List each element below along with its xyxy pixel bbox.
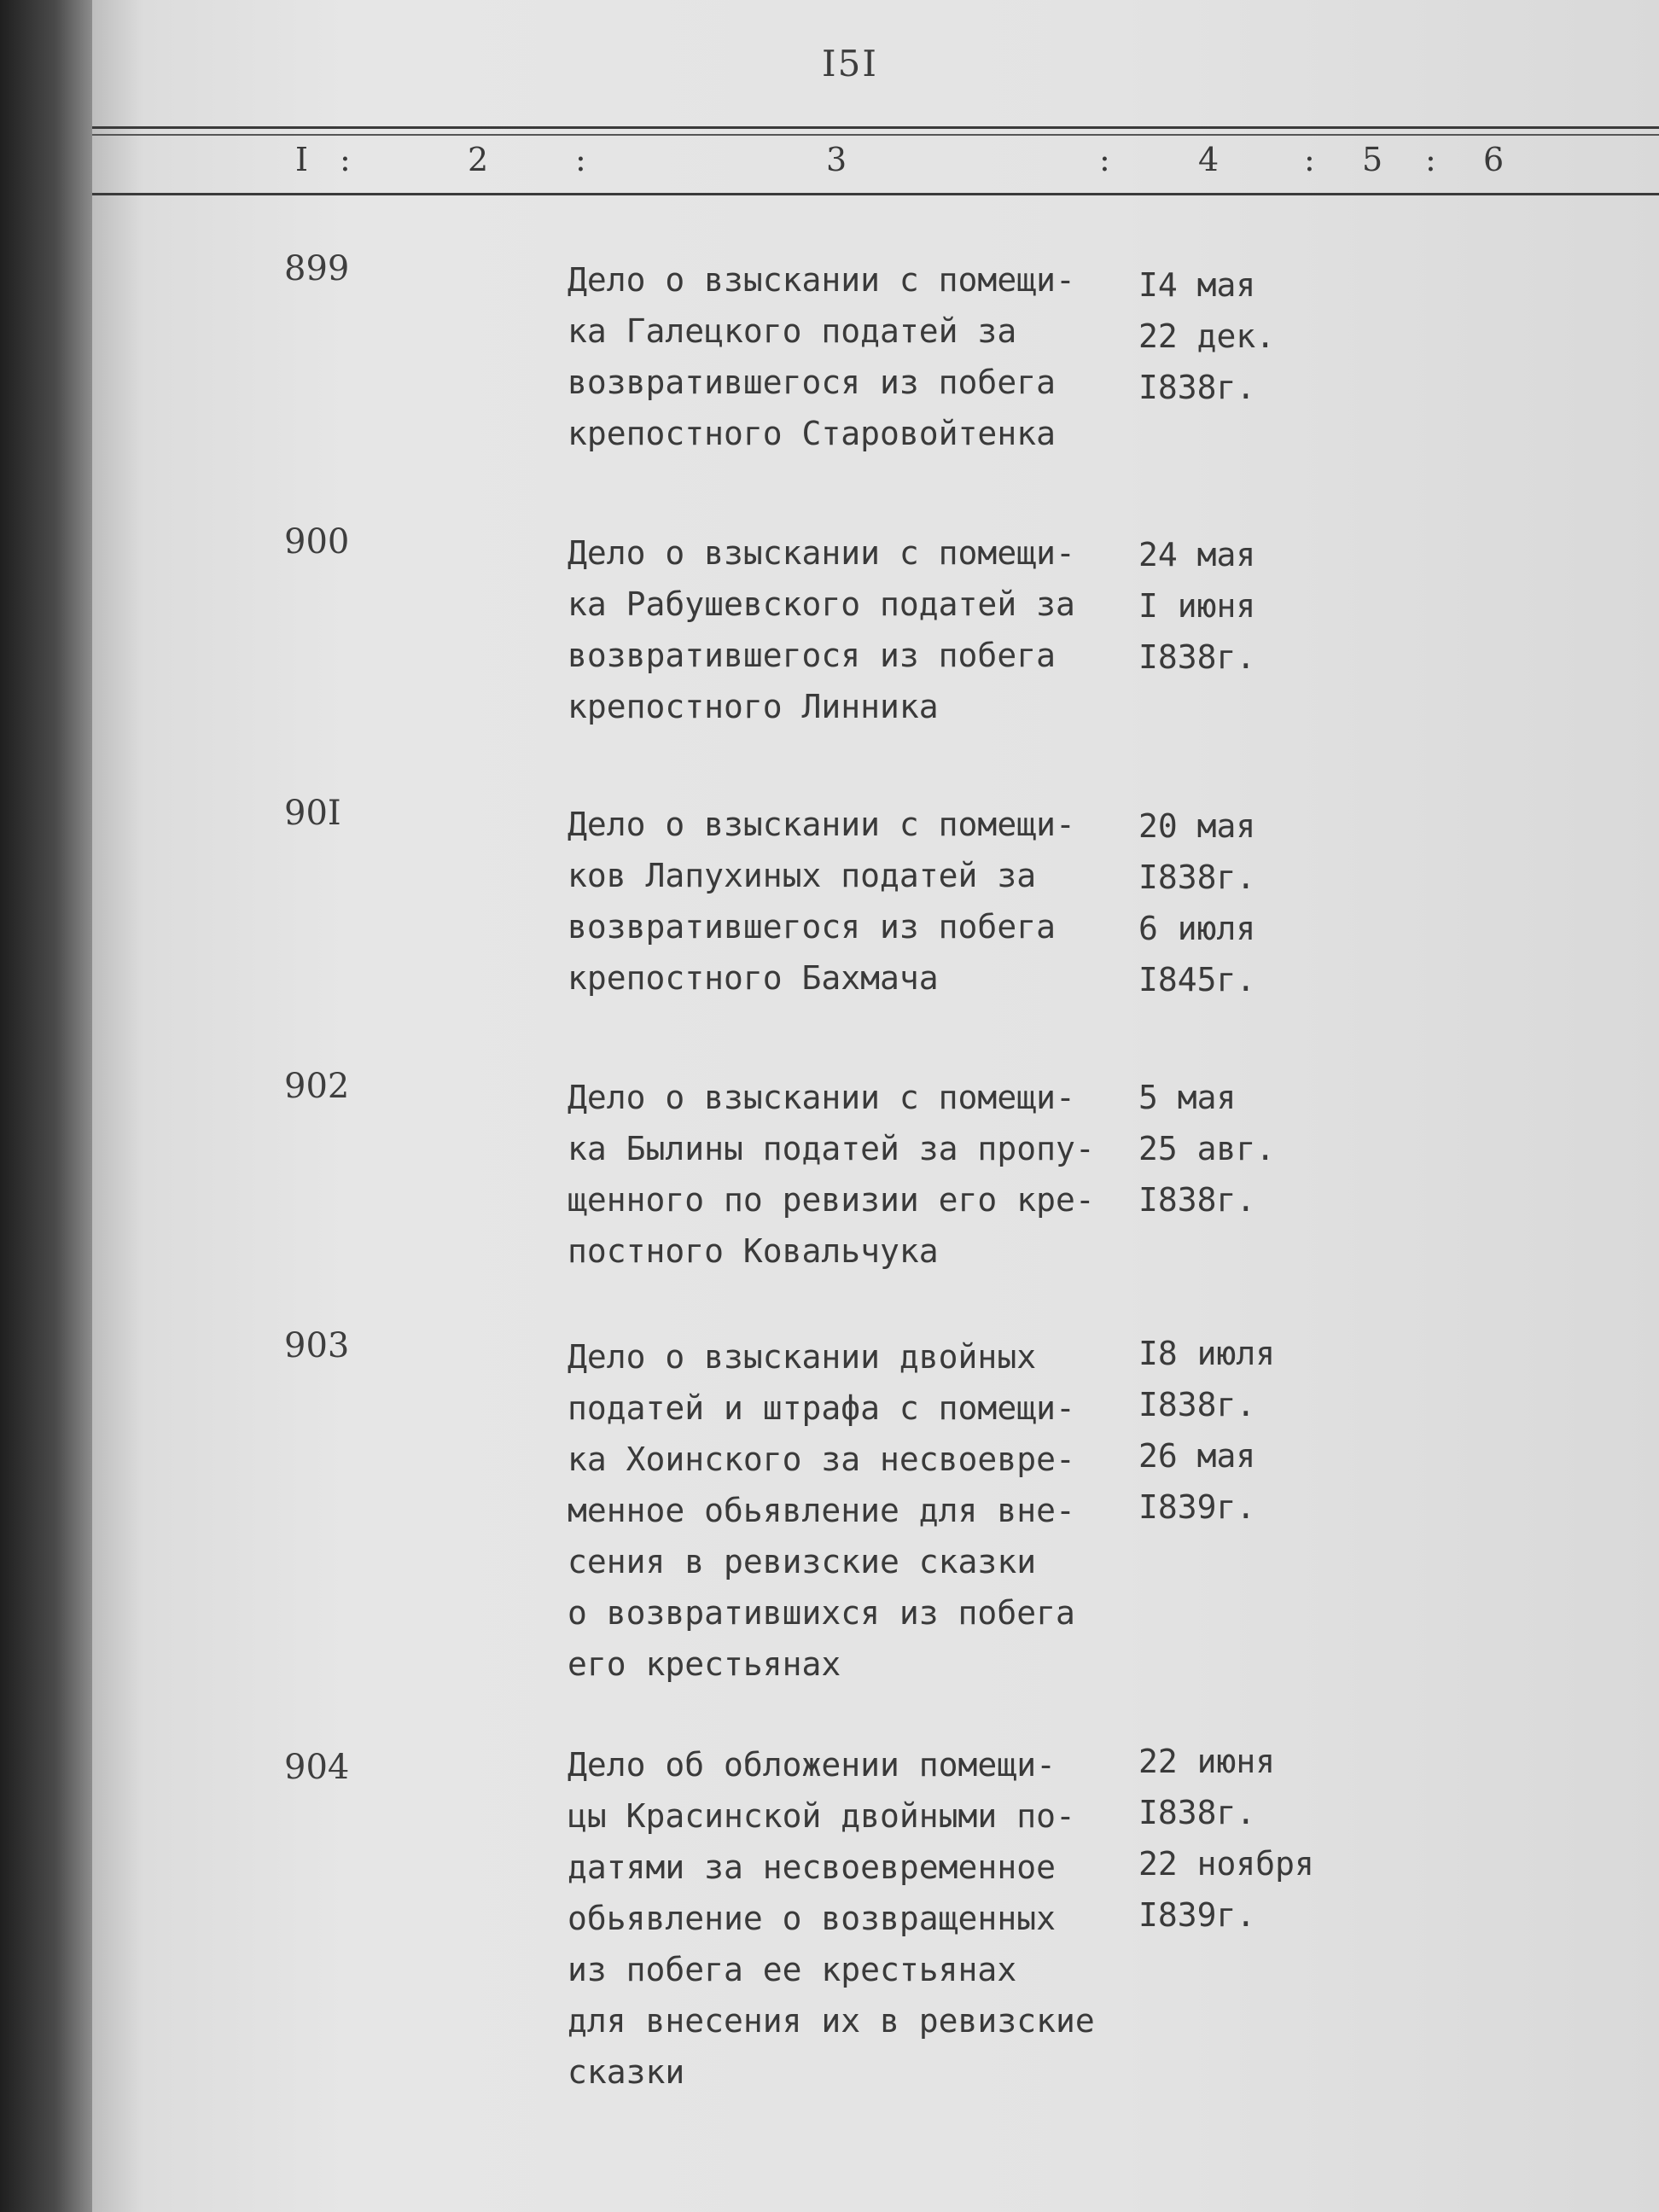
date-line: I июня	[1138, 587, 1256, 625]
description-line: Дело о взыскании с помещи-	[568, 806, 1075, 843]
description-line: датями за несвоевременное	[568, 1848, 1056, 1886]
description-line: ков Лапухиных податей за	[568, 857, 1037, 894]
description-line: ка Рабушевского податей за	[568, 585, 1075, 623]
column-header-separator: :	[340, 141, 351, 178]
column-header-4: 4	[1198, 141, 1220, 178]
description-line: его крестьянах	[568, 1645, 841, 1683]
date-line: I838г.	[1138, 638, 1256, 676]
description-line: крепостного Старовойтенка	[568, 415, 1056, 452]
description-line: податей и штрафа с помещи-	[568, 1389, 1075, 1427]
entry-dates	[1138, 259, 1360, 413]
date-line: 26 мая	[1138, 1437, 1256, 1475]
entry-dates	[1138, 1328, 1360, 1533]
date-line: 22 июня	[1138, 1743, 1276, 1780]
entry-dates	[1138, 1736, 1360, 1941]
column-header-1: I	[295, 141, 309, 178]
table-header-top-rule-double	[92, 134, 1659, 136]
description-line: возвратившегося из побега	[568, 637, 1056, 674]
page-number: I5I	[822, 43, 878, 84]
description-line: постного Ковальчука	[568, 1232, 939, 1270]
description-line: о возвратившихся из побега	[568, 1594, 1075, 1632]
description-line: менное обьявление для вне-	[568, 1492, 1075, 1529]
date-line: 24 мая	[1138, 536, 1256, 573]
date-line: I845г.	[1138, 961, 1256, 998]
description-line: для внесения их в ревизские	[568, 2002, 1095, 2040]
date-line: 25 авг.	[1138, 1130, 1276, 1167]
description-line: щенного по ревизии его кре-	[568, 1181, 1095, 1219]
description-line: Дело о взыскании двойных	[568, 1338, 1037, 1376]
description-line: сения в ревизские сказки	[568, 1543, 1037, 1580]
description-line: Дело о взыскании с помещи-	[568, 534, 1075, 572]
date-line: 5 мая	[1138, 1079, 1237, 1116]
entry-dates	[1138, 529, 1360, 683]
entry-dates	[1138, 800, 1360, 1005]
date-line: 22 ноября	[1138, 1845, 1314, 1883]
description-line: возвратившегося из побега	[568, 908, 1056, 946]
description-line: ка Хоинского за несвоевре-	[568, 1441, 1075, 1478]
entry-number: 903	[284, 1326, 350, 1365]
date-line: 6 июля	[1138, 910, 1256, 947]
description-line: крепостного Линника	[568, 688, 939, 725]
description-line: цы Красинской двойными по-	[568, 1797, 1075, 1835]
description-line: ка Галецкого податей за	[568, 312, 1017, 350]
entry-number: 90I	[284, 794, 341, 833]
description-line: Дело об обложении помещи-	[568, 1746, 1056, 1784]
entry-number: 899	[284, 249, 350, 288]
column-header-2: 2	[468, 141, 489, 178]
entry-number: 902	[284, 1067, 350, 1106]
column-header-separator: :	[1099, 141, 1110, 178]
date-line: 22 дек.	[1138, 317, 1276, 355]
table-header-top-rule	[92, 126, 1659, 129]
description-line: ка Былины податей за пропу-	[568, 1130, 1095, 1167]
book-gutter-shadow	[0, 0, 101, 2212]
description-line: Дело о взыскании с помещи-	[568, 261, 1075, 299]
date-line: I838г.	[1138, 859, 1256, 896]
date-line: I839г.	[1138, 1896, 1256, 1934]
column-header-separator: :	[1425, 141, 1436, 178]
column-header-separator: :	[1304, 141, 1315, 178]
description-line: обьявление о возвращенных	[568, 1900, 1056, 1937]
document-page	[92, 0, 1659, 2212]
description-line: возвратившегося из побега	[568, 364, 1056, 401]
date-line: 20 мая	[1138, 807, 1256, 845]
date-line: I838г.	[1138, 369, 1256, 406]
entry-dates	[1138, 1072, 1360, 1225]
date-line: I4 мая	[1138, 266, 1256, 304]
date-line: I839г.	[1138, 1488, 1256, 1526]
date-line: I838г.	[1138, 1181, 1256, 1219]
table-header-bottom-rule	[92, 193, 1659, 195]
description-line: сказки	[568, 2053, 685, 2091]
description-line: крепостного Бахмача	[568, 959, 939, 997]
entry-number: 900	[284, 522, 350, 562]
date-line: I838г.	[1138, 1386, 1256, 1423]
column-header-separator: :	[575, 141, 586, 178]
date-line: I8 июля	[1138, 1335, 1276, 1372]
description-line: из побега ее крестьянах	[568, 1951, 1017, 1988]
entry-number: 904	[284, 1748, 350, 1787]
column-header-3: 3	[826, 141, 847, 178]
column-header-5: 5	[1362, 141, 1383, 178]
description-line: Дело о взыскании с помещи-	[568, 1079, 1075, 1116]
date-line: I838г.	[1138, 1794, 1256, 1831]
column-header-6: 6	[1483, 141, 1505, 178]
